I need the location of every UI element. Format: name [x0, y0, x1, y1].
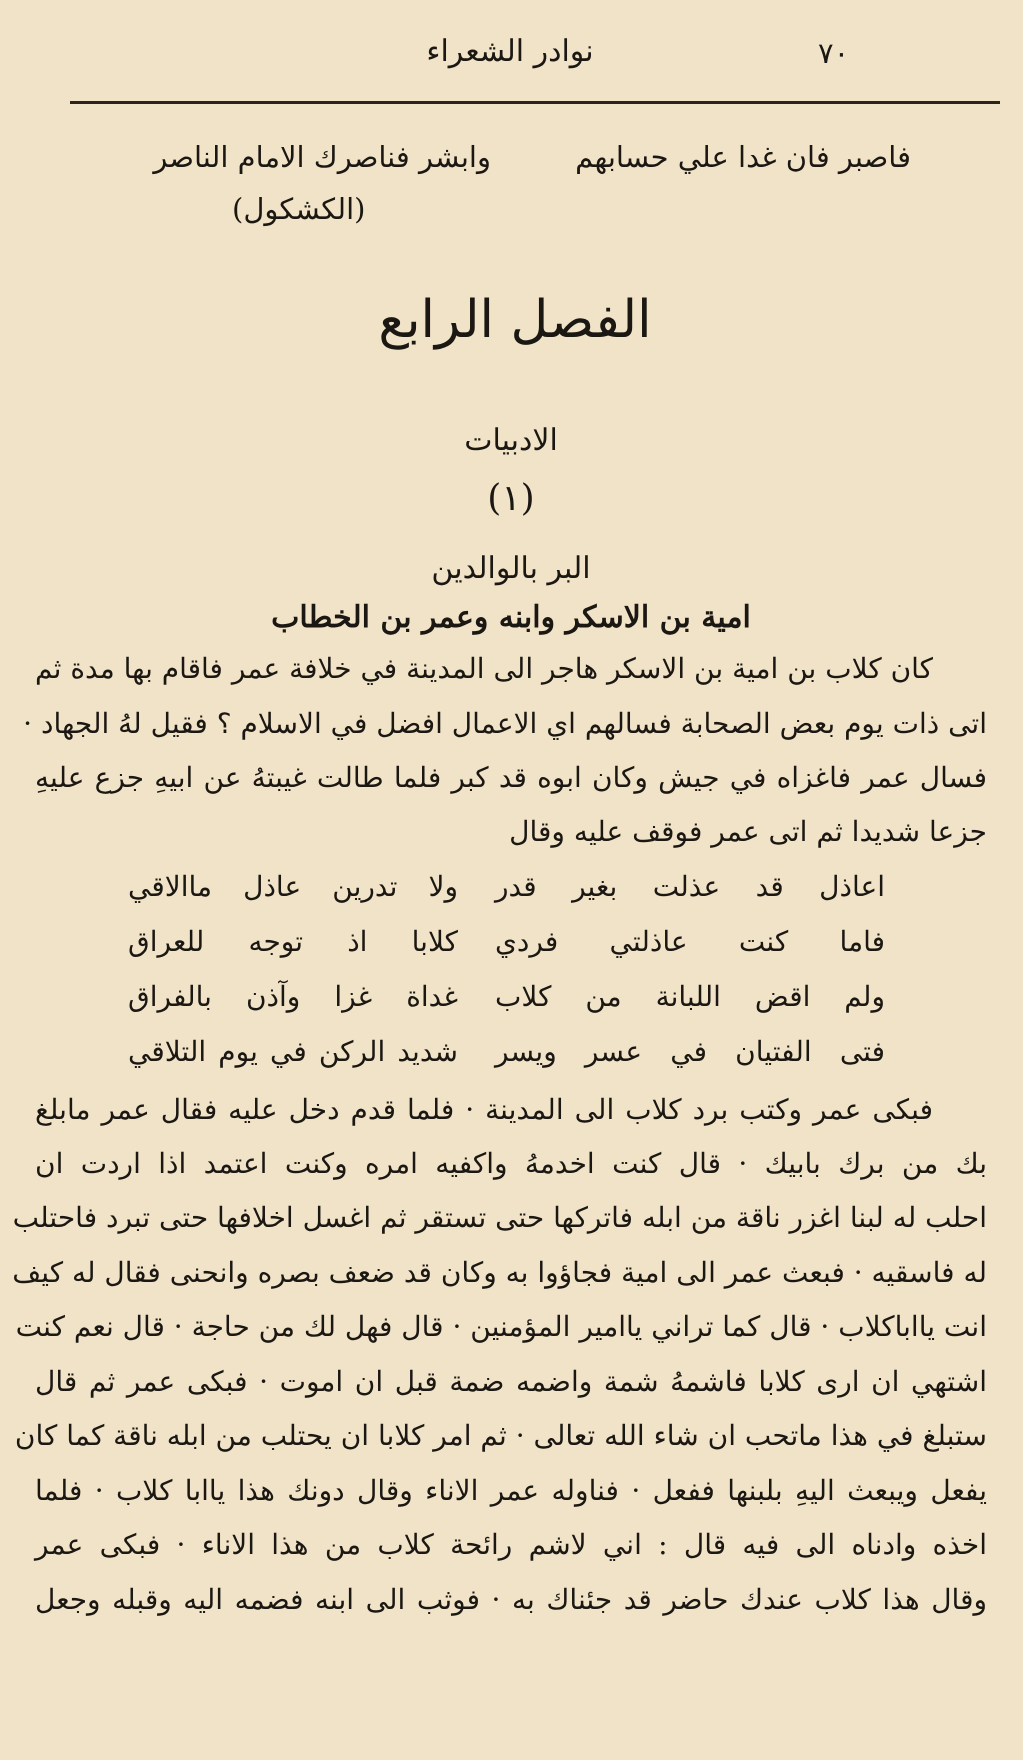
story-line: له فاسقيه · فبعث عمر الى امية فجاؤوا به وكان قد ضعف بصره وانحنى فقال له كيف: [12, 1256, 987, 1289]
item-subtitle: امية بن الاسكر وابنه وعمر بن الخطاب: [271, 600, 751, 635]
story-line: ستبلغ في هذا ماتحب ان شاء الله تعالى · ثم امر كلابا ان يحتلب من ابله ناقة كما كان: [14, 1419, 987, 1452]
poem-hemistich-2: كلابا اذ توجه للعراق: [128, 925, 458, 958]
closing-verse: [153, 140, 911, 174]
intro-line: فسال عمر فاغزاه في جيش وكان ابوه قد كبر فلما طالت غيبتهُ عن ابيهِ جزع عليهِ: [35, 761, 987, 794]
verse-hemistich-1: فاصبر فان غدا علي حسابهم: [575, 140, 911, 174]
poem-hemistich-1: فاما كنت عاذلتي فردي: [495, 925, 885, 958]
verse-hemistich-2: وابشر فناصرك الامام الناصر: [153, 140, 491, 174]
poem-hemistich-2: شديد الركن في يوم التلاقي: [128, 1035, 458, 1068]
section-heading: الادبيات: [464, 423, 558, 458]
poem-hemistich-2: ولا تدرين عاذل ماالاقي: [128, 870, 458, 903]
story-line: وقال هذا كلاب عندك حاضر قد جئناك به · فوثب الى ابنه فضمه اليه وقبله وجعل: [35, 1583, 987, 1616]
header-rule: [70, 101, 1000, 104]
item-number: (١): [487, 478, 535, 519]
story-line: اشتهي ان ارى كلابا فاشمهُ شمة واضمه ضمة قبل ان اموت · فبكى عمر ثم قال: [35, 1365, 987, 1398]
story-line: انت يااباكلاب · قال كما تراني ياامير المؤمنين · قال فهل لك من حاجة · قال نعم كنت: [15, 1310, 987, 1343]
verse-source: (الكشكول): [232, 192, 366, 226]
story-line: اخذه وادناه الى فيه قال : اني لاشم رائحة كلاب من هذا الاناء · فبكى عمر: [35, 1528, 987, 1561]
story-line: فبكى عمر وكتب برد كلاب الى المدينة · فلما قدم دخل عليه فقال عمر مابلغ: [35, 1093, 933, 1126]
running-title: نوادر الشعراء: [426, 34, 594, 69]
story-line: احلب له لبنا اغزر ناقة من ابله فاتركها حتى تستقر ثم اغسل اخلافها حتى تبرد فاحتلب: [12, 1201, 987, 1234]
intro-line: كان كلاب بن امية بن الاسكر هاجر الى المدينة في خلافة عمر فاقام بها مدة ثم: [35, 652, 933, 685]
chapter-title: الفصل الرابع: [378, 290, 652, 350]
poem-hemistich-1: اعاذل قد عذلت بغير قدر: [495, 870, 885, 903]
intro-line: جزعا شديدا ثم اتى عمر فوقف عليه وقال: [509, 815, 987, 848]
story-line: يفعل ويبعث اليهِ بلبنها ففعل · فناوله عمر الاناء وقال دونك هذا ياابا كلاب · فلما: [35, 1474, 987, 1507]
poem-hemistich-2: غداة غزا وآذن بالفراق: [128, 980, 458, 1013]
page-number: ٧٠: [818, 36, 850, 70]
poem-hemistich-1: ولم اقض اللبانة من كلاب: [495, 980, 885, 1013]
poem-hemistich-1: فتى الفتيان في عسر ويسر: [495, 1035, 885, 1068]
story-line: بك من برك بابيك · قال كنت اخدمهُ واكفيه امره وكنت اعتمد اذا اردت ان: [35, 1147, 987, 1180]
item-title: البر بالوالدين: [431, 551, 591, 586]
intro-line: اتى ذات يوم بعض الصحابة فسالهم اي الاعمال افضل في الاسلام ؟ فقيل لهُ الجهاد ·: [23, 707, 987, 740]
